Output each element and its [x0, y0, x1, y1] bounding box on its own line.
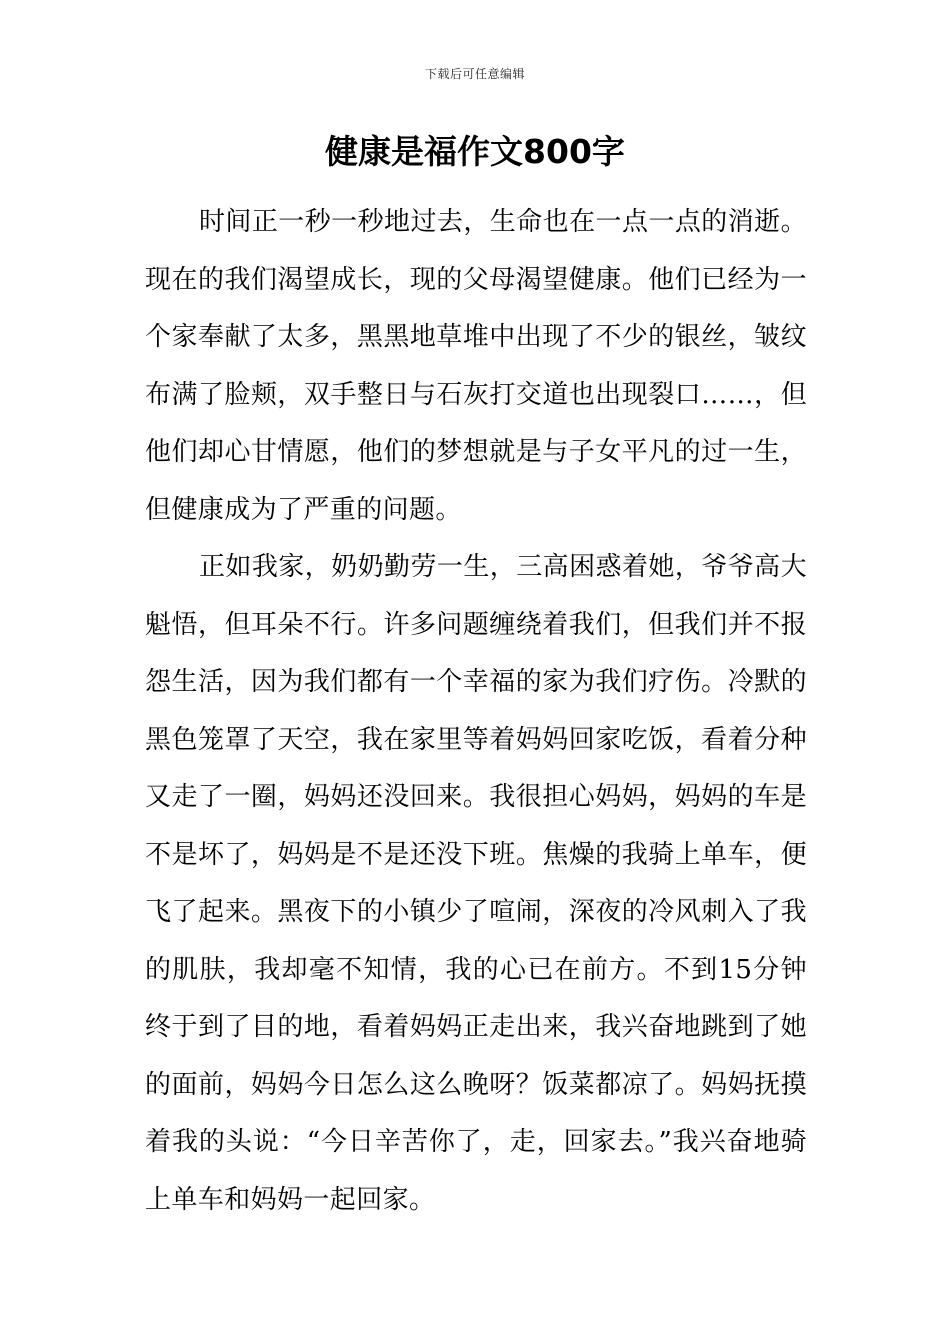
- document-title: 健康是福作文800字: [325, 132, 625, 171]
- header-note: 下载后可任意编辑: [424, 67, 525, 81]
- paragraph-1: 时间正一秒一秒地过去，生命也在一点一点的消逝。现在的我们渴望成长，现的父母渴望健康。他们已经为一个家奉献了太多，黑黑地草堆中出现了不少的银丝，皱纹布满了脸颊，双手整日与石灰打交道也出现裂口……，但他们却心甘情愿，他们的梦想就是与子女平凡的过一生，但健康成为了严重的问题。: [145, 207, 807, 525]
- essay-body: [145, 194, 807, 1229]
- paragraph-2: 正如我家，奶奶勤劳一生，三高困惑着她，爷爷高大魁悟，但耳朵不行。许多问题缠绕着我们，但我们并不报怨生活，因为我们都有一个幸福的家为我们疗伤。冷默的黑色笼罩了天空，我在家里等着妈妈回家吃饭，看着分种又走了一圈，妈妈还没回来。我很担心妈妈，妈妈的车是不是坏了，妈妈是不是还没下班。焦燥的我骑上单车，便飞了起来。黑夜下的小镇少了喧闹，深夜的冷风刺入了我的肌肤，我却毫不知情，我的心已在前方。不到15分钟终于到了目的地，看着妈妈正走出来，我兴奋地跳到了她的面前，妈妈今日怎么这么晚呀？饭菜都凉了。妈妈抚摸着我的头说：“今日辛苦你了，走，回家去。”我兴奋地骑上单车和妈妈一起回家。: [145, 552, 807, 1215]
